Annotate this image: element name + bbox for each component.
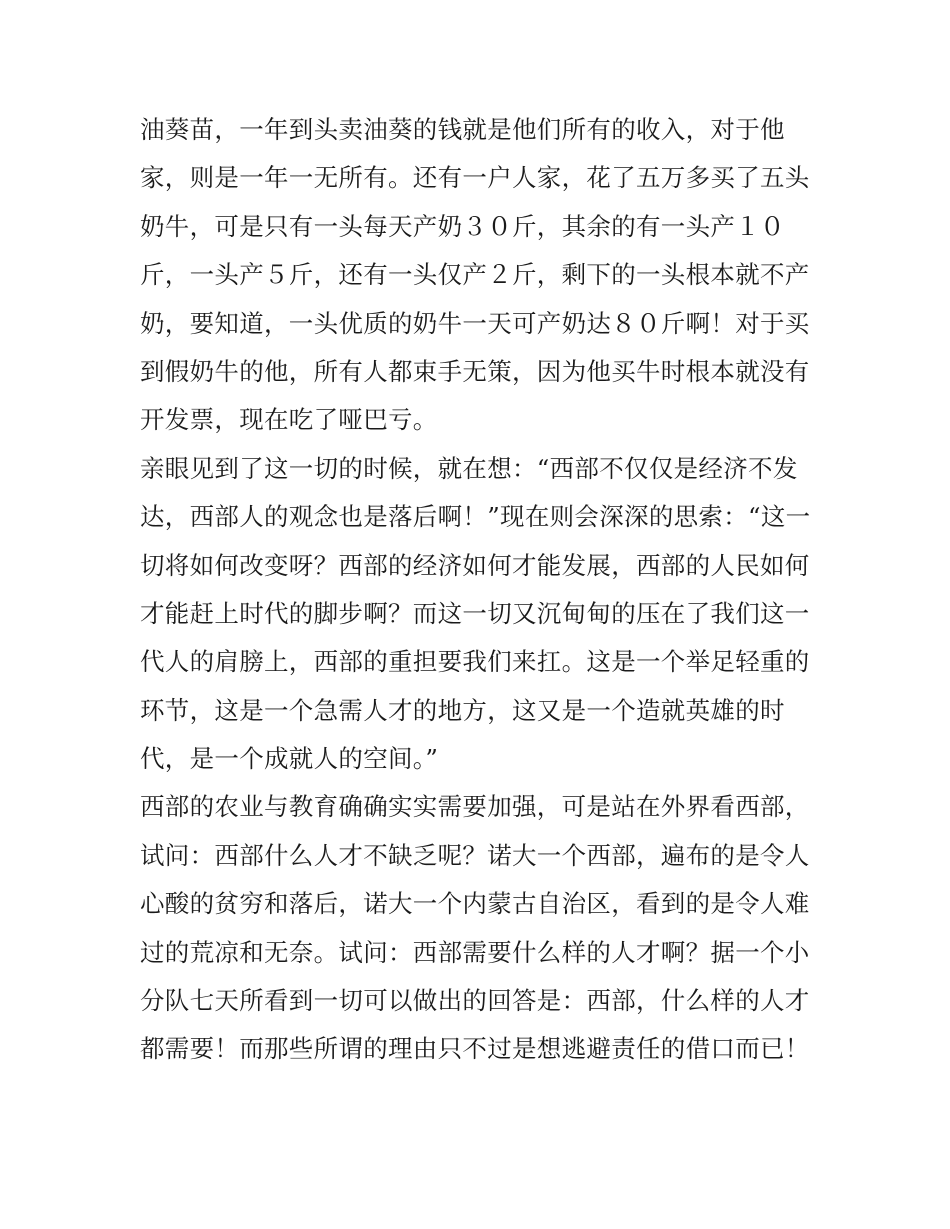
text-line: 西部的农业与教育确确实实需要加强，可是站在外界看西部， bbox=[140, 792, 810, 822]
body-text bbox=[140, 106, 820, 1074]
text-line: 都需要！而那些所谓的理由只不过是想逃避责任的借口而已！ bbox=[140, 1034, 810, 1064]
text-line: 奶，要知道，一头优质的奶牛一天可产奶达８０斤啊！对于买 bbox=[140, 308, 810, 338]
text-line: 代，是一个成就人的空间。” bbox=[140, 744, 439, 774]
text-line: 过的荒凉和无奈。试问：西部需要什么样的人才啊？据一个小 bbox=[140, 937, 810, 967]
text-line: 才能赶上时代的脚步啊？而这一切又沉甸甸的压在了我们这一 bbox=[140, 598, 810, 628]
text-line: 代人的肩膀上，西部的重担要我们来扛。这是一个举足轻重的 bbox=[140, 647, 810, 677]
text-line: 心酸的贫穷和落后，诺大一个内蒙古自治区，看到的是令人难 bbox=[140, 889, 810, 919]
text-line: 分队七天所看到一切可以做出的回答是：西部，什么样的人才 bbox=[140, 986, 810, 1016]
text-line: 切将如何改变呀？西部的经济如何才能发展，西部的人民如何 bbox=[140, 550, 810, 580]
text-line: 家，则是一年一无所有。还有一户人家，花了五万多买了五头 bbox=[140, 163, 810, 193]
text-line: 开发票，现在吃了哑巴亏。 bbox=[140, 405, 438, 435]
text-line: 达，西部人的观念也是落后啊！”现在则会深深的思索：“这一 bbox=[140, 502, 811, 532]
text-line: 亲眼见到了这一切的时候，就在想：“西部不仅仅是经济不发 bbox=[140, 453, 798, 483]
text-line: 斤，一头产５斤，还有一头仅产２斤，剩下的一头根本就不产 bbox=[140, 260, 810, 290]
text-line: 奶牛，可是只有一头每天产奶３０斤，其余的有一头产１０ bbox=[140, 211, 785, 241]
text-line: 试问：西部什么人才不缺乏呢？诺大一个西部，遍布的是令人 bbox=[140, 840, 810, 870]
text-line: 环节，这是一个急需人才的地方，这又是一个造就英雄的时 bbox=[140, 695, 785, 725]
text-line: 油葵苗，一年到头卖油葵的钱就是他们所有的收入，对于他 bbox=[140, 115, 785, 144]
text-line: 到假奶牛的他，所有人都束手无策，因为他买牛时根本就没有 bbox=[140, 356, 810, 386]
